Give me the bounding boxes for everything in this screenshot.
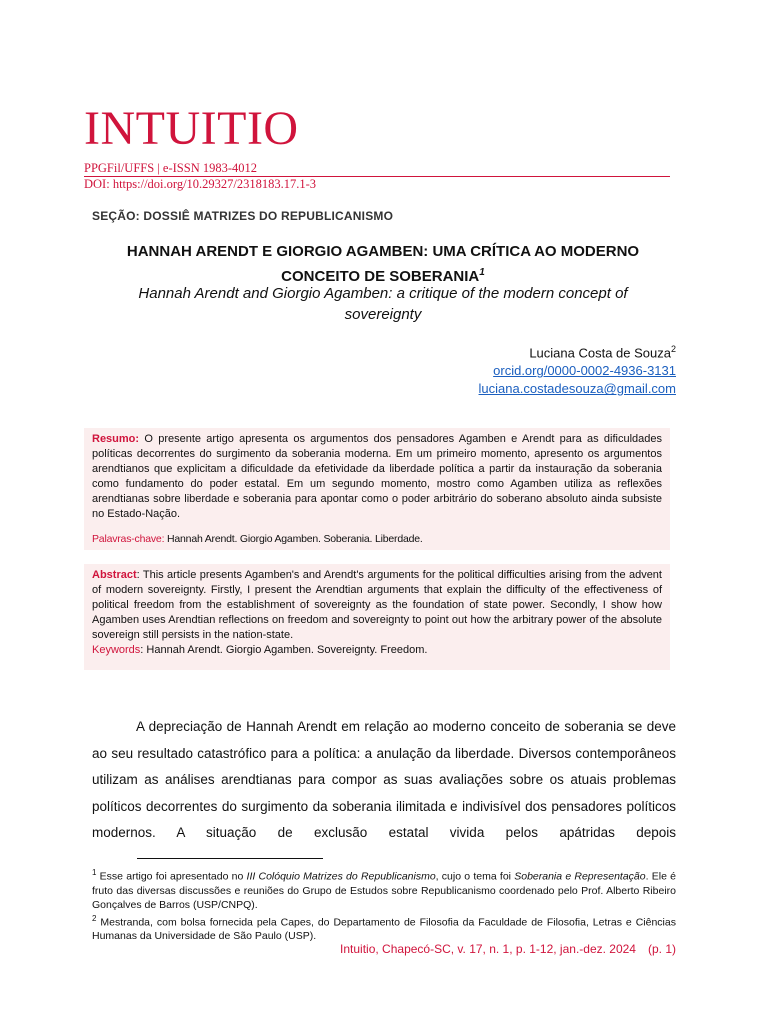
page-number: (p. 1) — [647, 942, 676, 956]
abstract-pt — [92, 432, 662, 522]
abstract-en-box — [84, 564, 670, 670]
doi-line[interactable]: DOI: https://doi.org/10.29327/2318183.17.1-3 — [84, 177, 317, 191]
author-block — [479, 340, 676, 398]
abstract-en-text: : This article presents Agamben's and Arendt's arguments for the political difficulties arising from the advent of modern sovereignty. Firstly, I present the Arendtian arguments that explain the difficulty of the effectiveness of political freedom from the establishment of sovereignty as the foundation of state power. Secondly, I show how Agamben uses Arendtian reflections on freedom and sovereignty to point out how the arbitrary power of the absolute sovereign still persists in the nation-state. — [92, 569, 662, 641]
footnote-1-text-c: . Ele é fruto das diversas discussões e reuniões do Grupo de Estudos sobre Republicanismo coordenado pelo Prof. Alberto Ribeiro Gonçalves de Barros (USP/CNPQ). — [92, 870, 676, 911]
footnote-2-text: Mestranda, com bolsa fornecida pela Capes, do Departamento de Filosofia da Faculdade de Filosofia, Letras e Ciências Humanas da Universidade de São Paulo (USP). — [92, 916, 676, 942]
title-pt-line2: CONCEITO DE SOBERANIA — [281, 268, 480, 285]
journal-title: INTUITIO — [84, 102, 299, 155]
footnote-divider — [137, 858, 323, 859]
footer-citation: Intuitio, Chapecó-SC, v. 17, n. 1, p. 1-12, jan.-dez. 2024 — [340, 942, 636, 956]
keywords-en-label: Keywords — [92, 644, 141, 656]
footnote-1 — [92, 866, 676, 912]
section-label: SEÇÃO: DOSSIÊ MATRIZES DO REPUBLICANISMO — [92, 209, 394, 223]
footnote-1-text-a: Esse artigo foi apresentado no — [96, 870, 247, 883]
author-name: Luciana Costa de Souza — [529, 345, 671, 361]
abstract-en — [92, 568, 662, 643]
footnote-1-theme: Soberania e Representação — [514, 870, 646, 883]
keywords-pt-text: Hannah Arendt. Giorgio Agamben. Soberania. Liberdade. — [164, 533, 423, 545]
keywords-en-text: : Hannah Arendt. Giorgio Agamben. Sovereignty. Freedom. — [140, 644, 428, 656]
abstract-en-label: Abstract — [92, 569, 137, 581]
page-footer — [340, 942, 676, 956]
abstract-pt-box — [84, 428, 670, 550]
footnotes — [92, 866, 676, 943]
footnote-1-number: 1 — [92, 868, 97, 877]
keywords-pt — [92, 532, 662, 547]
footnote-2-number: 2 — [92, 913, 97, 923]
abstract-pt-text: O presente artigo apresenta os argumentos dos pensadores Agamben e Arendt para as dificuldades políticas decorrentes do surgimento da soberania moderna. Em um primeiro momento, apresento os argumentos arendtianos que explicitam a dificuldade da efetividade da liberdade política a partir da instauração da soberania como fundamento do poder estatal. Em um segundo momento, mostro como Agamben utiliza as reflexões arendtianas sobre liberdade e soberania para apontar como o poder arbitrário do soberano absoluto ainda subsiste no Estado-Nação. — [92, 433, 662, 520]
article-title-en: Hannah Arendt and Giorgio Agamben: a critique of the modern concept of sovereignty — [138, 285, 628, 323]
header-divider — [84, 176, 670, 177]
issn-line: PPGFil/UFFS | e-ISSN 1983-4012 — [84, 161, 258, 175]
orcid-link[interactable]: orcid.org/0000-0002-4936-3131 — [493, 363, 676, 379]
keywords-pt-label: Palavras-chave: — [92, 533, 165, 545]
footnote-1-text-b: , cujo o tema foi — [435, 870, 515, 883]
footnote-2 — [92, 912, 676, 944]
title-footnote-marker[interactable]: 1 — [479, 267, 485, 278]
body-paragraph: A depreciação de Hannah Arendt em relação ao moderno conceito de soberania se deve ao seu resultado catastrófico para a política: a anulação da liberdade. Diversos contemporâneos utilizam as análises arendtianas para compor as suas avaliações sobre os atuais problemas políticos decorrentes do surgimento da soberania ilimitada e indivisível dos pensadores políticos modernos. A situação de exclusão estatal vivida pelos apátridas depois — [92, 719, 676, 840]
abstract-pt-label: Resumo: — [92, 433, 140, 445]
keywords-en — [92, 643, 662, 658]
author-footnote-marker[interactable]: 2 — [670, 344, 676, 354]
article-title-pt — [100, 241, 666, 287]
footnote-1-event: III Colóquio Matrizes do Republicanismo — [246, 870, 436, 883]
title-pt-line1: HANNAH ARENDT E GIORGIO AGAMBEN: UMA CRÍTICA AO MODERNO — [126, 243, 640, 260]
email-link[interactable]: luciana.costadesouza@gmail.com — [478, 381, 676, 397]
